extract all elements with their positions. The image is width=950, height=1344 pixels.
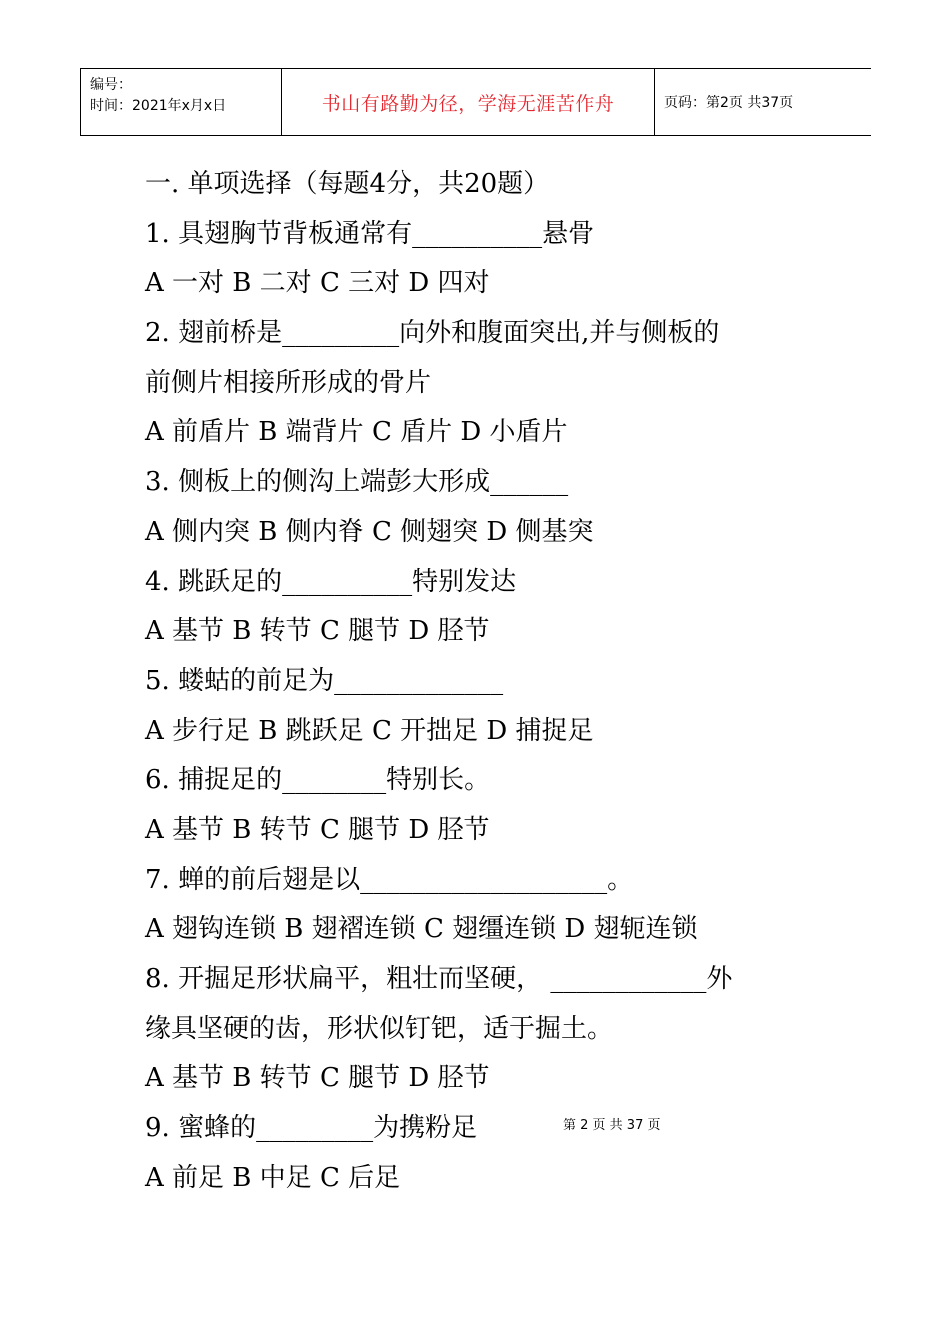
question-5-options: A 步行足 B 跳跃足 C 开拙足 D 捕捉足 [145,715,594,746]
question-3-options: A 侧内突 B 侧内脊 C 侧翅突 D 侧基突 [145,516,594,547]
question-1-options: A 一对 B 二对 C 三对 D 四对 [145,268,490,299]
footer-page-number: 第 2 页 共 37 页 [563,1118,661,1133]
question-7: 7. 蝉的前后翅是以___________________。 [145,864,634,895]
question-2: 2. 翅前桥是_________向外和腹面突出,并与侧板的 [145,318,720,349]
header-motto-cell [282,69,655,136]
question-2-options: A 前盾片 B 端背片 C 盾片 D 小盾片 [145,417,568,448]
question-6-options: A 基节 B 转节 C 腿节 D 胫节 [145,814,490,845]
question-2-continued: 前侧片相接所形成的骨片 [145,367,432,398]
question-8: 8. 开掘足形状扁平，粗壮而坚硬， ____________外 [145,964,733,994]
header-page-cell [655,69,872,136]
question-5: 5. 蝼蛄的前足为_____________ [145,665,504,696]
header-page-number: 页码：第2页 共37页 [664,95,794,111]
question-8-options: A 基节 B 转节 C 腿节 D 胫节 [145,1063,490,1094]
question-8-continued: 缘具坚硬的齿，形状似钉钯，适于掘土。 [145,1013,614,1044]
question-4: 4. 跳跃足的__________特别发达 [145,566,517,597]
question-6: 6. 捕捉足的________特别长。 [145,765,491,796]
section-title: 一. 单项选择（每题4分，共20题） [145,169,550,199]
serial-number-label: 编号： [90,77,132,93]
motto-text: 书山有路勤为径，学海无涯苦作舟 [321,92,615,115]
question-7-options: A 翅钩连锁 B 翅褶连锁 C 翅缰连锁 D 翅轭连锁 [145,914,698,945]
document-header [80,68,871,136]
date-label: 时间：2021年x月x日 [90,98,227,114]
question-3: 3. 侧板上的侧沟上端彭大形成______ [145,467,569,498]
question-9-options: A 前足 B 中足 C 后足 [145,1162,401,1193]
question-9: 9. 蜜蜂的_________为携粉足 [145,1113,478,1144]
question-content [145,160,845,1203]
header-meta-cell [81,69,282,136]
question-4-options: A 基节 B 转节 C 腿节 D 胫节 [145,616,490,647]
question-1: 1. 具翅胸节背板通常有__________悬骨 [145,218,595,249]
